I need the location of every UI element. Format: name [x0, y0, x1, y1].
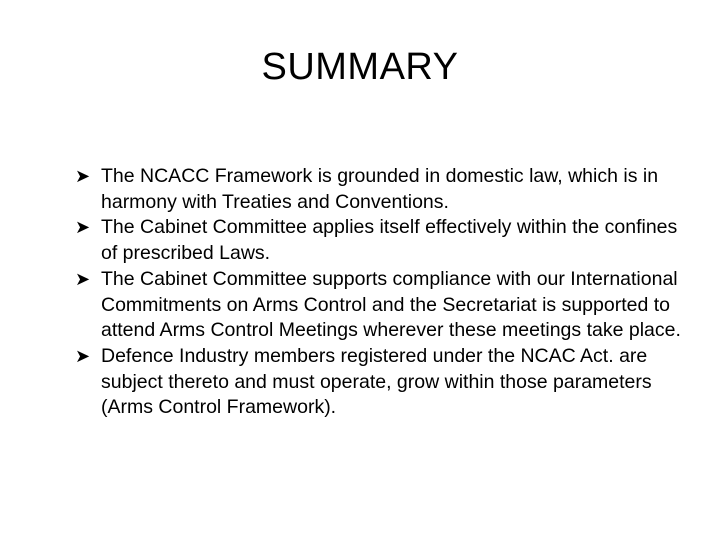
- bullet-text: The Cabinet Committee applies itself effectively within the confines of prescribed Laws.: [101, 216, 678, 265]
- arrowhead-bullet-icon: ➤: [75, 217, 91, 238]
- bullet-item: [75, 164, 690, 215]
- bullet-text: The NCACC Framework is grounded in domestic law, which is in harmony with Treaties and Conventions.: [101, 165, 659, 213]
- bullet-item: [75, 215, 690, 266]
- bullet-item: [75, 267, 690, 344]
- arrowhead-bullet-icon: ➤: [75, 268, 91, 289]
- bullet-item: [75, 344, 690, 421]
- arrowhead-bullet-icon: ➤: [75, 345, 91, 366]
- arrowhead-bullet-icon: ➤: [75, 166, 91, 186]
- slide-title: SUMMARY: [261, 46, 459, 88]
- bullet-text: Defence Industry members registered under the NCAC Act. are subject thereto and must operate, grow within those parameters (Arms Control Framework).: [101, 344, 652, 419]
- bullet-text: The Cabinet Committee supports compliance with our International Commitments on Arms Control and the Secretariat is supported to attend Arms Control Meetings wherever these meetings take place.: [101, 267, 681, 342]
- bullet-list: [75, 164, 690, 421]
